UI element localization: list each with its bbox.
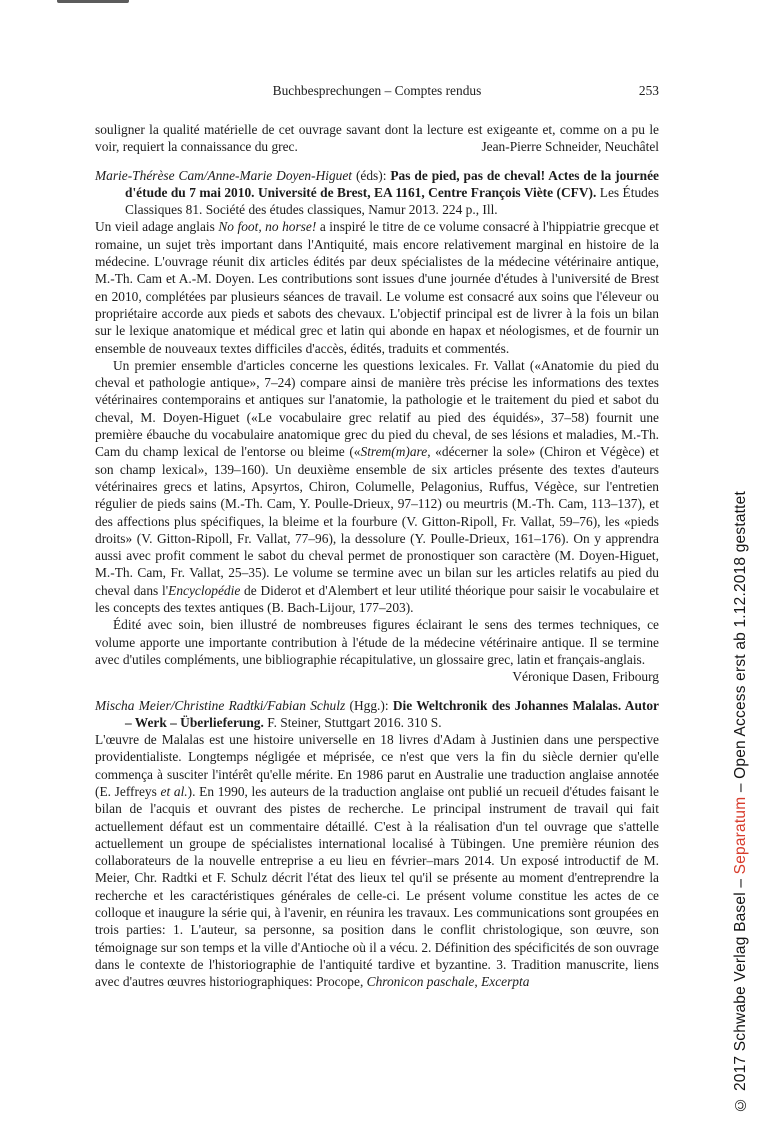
- separatum-label: Separatum: [732, 796, 749, 875]
- review2-heading: [95, 697, 659, 732]
- running-head: [95, 82, 659, 99]
- reviewer-signature-dasen: Véronique Dasen, Fribourg: [512, 669, 659, 685]
- review1-heading-text: Marie-Thérèse Cam/Anne-Marie Doyen-Higuet (éds): Pas de pied, pas de cheval! Actes de la journée d'étude du 7 mai 2010. Université de Brest, EA 1161, Centre François Viète (CFV). Les Études Classiques 81. Société des études classiques, Namur 2013. 224 p., Ill.: [95, 167, 659, 218]
- review2-heading-text: Mischa Meier/Christine Radtki/Fabian Schulz (Hgg.): Die Weltchronik des Johannes Malalas. Autor – Werk – Überlieferung. F. Steiner, Stuttgart 2016. 310 S.: [95, 697, 659, 730]
- page-content: [95, 82, 659, 991]
- page-number: 253: [638, 83, 659, 98]
- review1-heading: [95, 167, 659, 219]
- review1-paragraph-3: Édité avec soin, bien illustré de nombreuses figures éclairant le sens des termes techniques, ce volume apporte une importante contribution à l'étude de la médecine vétérinaire antique. Il se termine avec d'utiles compléments, une bibliographie récapitulative, un glossaire grec, latin et français-anglais.: [95, 617, 659, 667]
- reviewer-signature-schneider: Jean-Pierre Schneider, Neuchâtel: [481, 139, 659, 155]
- copyright-sidebar: [732, 491, 750, 1113]
- continuation-text: souligner la qualité matérielle de cet ouvrage savant dont la lecture est exigeante et, comme on a pu le voir, requiert la connaissance du grec.: [95, 122, 659, 155]
- review1-paragraph-1: Un vieil adage anglais No foot, no horse! a inspiré le titre de ce volume consacré à l'hippiatrie grecque et romaine, un sujet très important dans l'Antiquité, mais encore relativement marginal en histoire de la médecine. L'ouvrage réunit dix articles édités par deux spécialistes de la médecine vétérinaire antique, M.-Th. Cam et A.-M. Doyen. Les contributions sont issues d'une journée d'études à l'université de Brest en 2010, complétées par plusieurs séances de travail. Le volume est consacré aux soins que l'éleveur ou propriétaire accorde aux pieds et sabots des chevaux. L'objectif principal est de livrer à la fois un bilan sur le lexique anatomique et médical grec et latin qui abonde en hapax et néologismes, et de fournir un ensemble de nouveaux textes difficiles d'accès, édités, traduits et commentés.: [95, 219, 659, 356]
- review1-paragraph-2: Un premier ensemble d'articles concerne les questions lexicales. Fr. Vallat («Anatomie du pied du cheval et pathologie antique», 7–24) compare ainsi de manière très précise les informations des textes vétérinaires contemporains et antiques sur l'anatomie, la pathologie et le traitement du pied et sabot du cheval, M. Doyen-Higuet («Le vocabulaire grec relatif au pied des équidés», 37–58) fournit une première ébauche du vocabulaire anatomique grec du pied du cheval, de ses lésions et maladies, M.-Th. Cam du champ lexical de l'entorse ou bleime («Strem(m)are, «décerner la sole» (Chiron et Végèce) et son champ lexical», 139–160). Un deuxième ensemble de six articles présente des textes d'auteurs vétérinaires grecs et latins, Apsyrtos, Chiron, Columelle, Pelagonius, Ruffus, Végèce, sur l'entretien régulier de pieds sains (M.-Th. Cam, Y. Poulle-Drieux, 97–112) ou meurtris (M.-Th. Cam, 113–137), et des affections plus spécifiques, la bleime et la fourbure (V. Gitton-Ripoll, Fr. Vallat, 59–76), les «pieds droits» (V. Gitton-Ripoll, Fr. Vallat, 77–96), la dessolure (Y. Poulle-Drieux, 161–176). On y apprendra aussi avec profit comment le sabot du cheval permet de pronostiquer son caractère (M. Doyen-Higuet, M.-Th. Cam, Fr. Vallat, 25–35). Le volume se termine avec un bilan sur les articles relatifs au pied du cheval dans l'Encyclopédie de Diderot et d'Alembert et leur utilité théorique pour saisir le vocabulaire et les concepts des textes antiques (B. Bach-Lijour, 177–203).: [95, 357, 659, 616]
- scan-artifact: [57, 0, 129, 3]
- review2-paragraph-1: L'œuvre de Malalas est une histoire universelle en 18 livres d'Adam à Justinien dans une perspective providentialiste. Longtemps négligée et méprisée, ce n'est que vers la fin du siècle dernier qu'elle commença à susciter l'intérêt qu'elle mérite. En 1986 parut en Australie une traduction anglaise annotée (E. Jeffreys et al.). En 1990, les auteurs de la traduction anglaise ont publié un recueil d'études faisant le bilan de l'acquis et ouvrant des pistes de recherche. Le principal instrument de travail qui fait actuellement défaut est un commentaire détaillé. C'est à la réalisation d'un tel ouvrage que s'attelle actuellement un groupe de spécialistes international localisé à Tübingen. Une première réunion des collaborateurs de la nouvelle entreprise a eu lieu en février–mars 2014. Un exposé introductif de M. Meier, Chr. Radtki et F. Schulz décrit l'état des lieux tel qu'il se présente au moment d'entreprendre la recherche et les caractéristiques générales de celle-ci. Le présent volume constitue les actes de ce colloque et inaugure la série qui, à l'avenir, en réunira les travaux. Les communications sont groupées en trois parties: 1. L'auteur, sa personne, sa position dans le conflit christologique, son œuvre, son témoignage sur son temps et la ville d'Antioche où il a vécu. 2. Définition des spécificités de son ouvrage dans le contexte de l'historiographie de l'antiquité tardive et byzantine. 3. Tradition manuscrite, liens avec d'autres œuvres historiographiques: Procope, Chronicon paschale, Excerpta: [95, 732, 659, 990]
- open-access-text: – Open Access erst ab 1.12.2018 gestattet: [732, 491, 749, 797]
- running-head-title: Buchbesprechungen – Comptes rendus: [272, 83, 482, 98]
- copyright-text: © 2017 Schwabe Verlag Basel –: [732, 874, 749, 1113]
- review-continuation-paragraph: [95, 121, 659, 156]
